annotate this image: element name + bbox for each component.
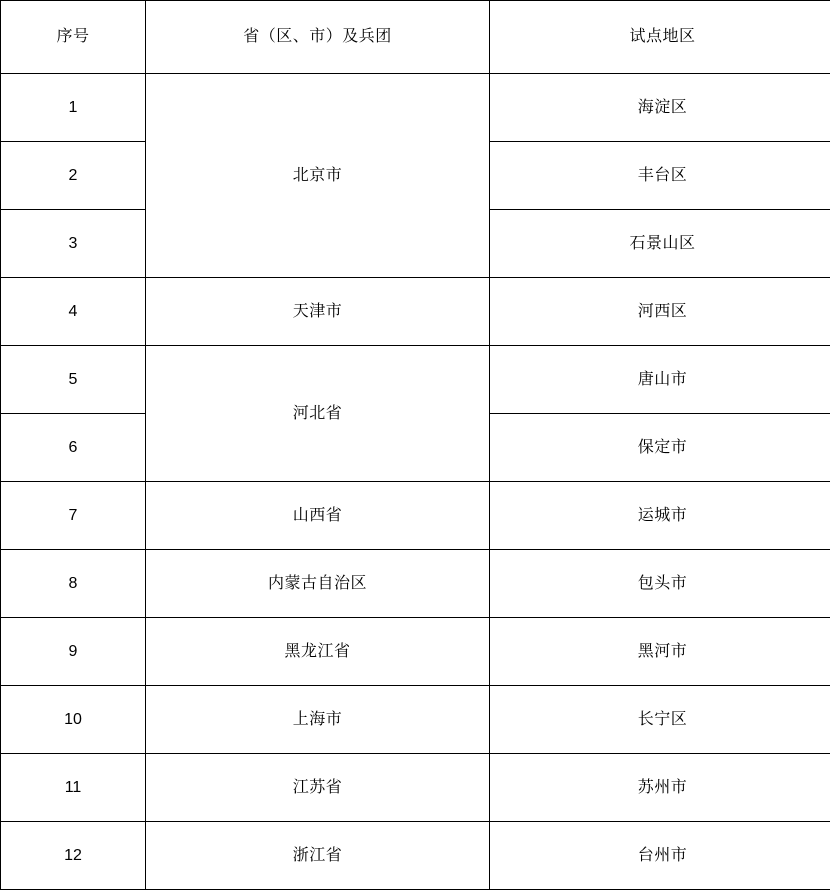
cell-index-label: 8	[1, 574, 145, 593]
cell-province-label: 北京市	[146, 166, 489, 185]
cell-area	[490, 686, 830, 754]
column-header-index	[1, 1, 146, 74]
cell-index-label: 4	[1, 302, 145, 321]
cell-province-label: 上海市	[146, 710, 489, 729]
cell-province	[146, 686, 490, 754]
cell-area-label: 丰台区	[490, 166, 830, 185]
table-row	[1, 754, 830, 822]
column-header-province-label: 省（区、市）及兵团	[146, 27, 489, 46]
table-row	[1, 822, 830, 890]
cell-province	[146, 74, 490, 278]
cell-index	[1, 550, 146, 618]
table-row	[1, 550, 830, 618]
cell-province	[146, 278, 490, 346]
cell-province-label: 黑龙江省	[146, 642, 489, 661]
cell-index-label: 5	[1, 370, 145, 389]
cell-index-label: 12	[1, 846, 145, 865]
table-row	[1, 74, 830, 142]
table-row	[1, 686, 830, 754]
cell-index	[1, 142, 146, 210]
cell-province	[146, 822, 490, 890]
cell-area	[490, 346, 830, 414]
cell-area	[490, 210, 830, 278]
cell-index-label: 9	[1, 642, 145, 661]
table-row	[1, 346, 830, 414]
cell-index-label: 1	[1, 98, 145, 117]
cell-index	[1, 822, 146, 890]
table-row	[1, 278, 830, 346]
cell-index	[1, 618, 146, 686]
cell-index-label: 2	[1, 166, 145, 185]
table-header-row	[1, 1, 830, 74]
cell-index	[1, 346, 146, 414]
cell-area-label: 苏州市	[490, 778, 830, 797]
cell-index-label: 6	[1, 438, 145, 457]
cell-area-label: 保定市	[490, 438, 830, 457]
cell-index	[1, 686, 146, 754]
cell-province	[146, 550, 490, 618]
cell-area-label: 河西区	[490, 302, 830, 321]
cell-area	[490, 482, 830, 550]
cell-index-label: 11	[1, 778, 145, 797]
cell-area	[490, 74, 830, 142]
column-header-index-label: 序号	[1, 27, 145, 46]
cell-province	[146, 346, 490, 482]
cell-province	[146, 618, 490, 686]
cell-area	[490, 414, 830, 482]
cell-index	[1, 210, 146, 278]
cell-province-label: 内蒙古自治区	[146, 574, 489, 593]
cell-area	[490, 550, 830, 618]
cell-index-label: 10	[1, 710, 145, 729]
cell-province-label: 浙江省	[146, 846, 489, 865]
cell-index	[1, 278, 146, 346]
table-row	[1, 482, 830, 550]
cell-area-label: 唐山市	[490, 370, 830, 389]
cell-province	[146, 482, 490, 550]
table-row	[1, 618, 830, 686]
cell-area	[490, 278, 830, 346]
cell-index-label: 3	[1, 234, 145, 253]
column-header-area-label: 试点地区	[490, 27, 830, 46]
cell-province-label: 山西省	[146, 506, 489, 525]
cell-province	[146, 754, 490, 822]
cell-area	[490, 618, 830, 686]
cell-area-label: 长宁区	[490, 710, 830, 729]
cell-area-label: 包头市	[490, 574, 830, 593]
cell-area-label: 石景山区	[490, 234, 830, 253]
cell-area	[490, 822, 830, 890]
table-body	[1, 1, 830, 890]
cell-area-label: 运城市	[490, 506, 830, 525]
cell-area-label: 台州市	[490, 846, 830, 865]
column-header-area	[490, 1, 830, 74]
cell-area-label: 海淀区	[490, 98, 830, 117]
column-header-province	[146, 1, 490, 74]
cell-index-label: 7	[1, 506, 145, 525]
cell-area	[490, 754, 830, 822]
cell-index	[1, 754, 146, 822]
cell-province-label: 天津市	[146, 302, 489, 321]
cell-province-label: 河北省	[146, 404, 489, 423]
cell-area	[490, 142, 830, 210]
cell-area-label: 黑河市	[490, 642, 830, 661]
cell-index	[1, 482, 146, 550]
cell-index	[1, 414, 146, 482]
cell-province-label: 江苏省	[146, 778, 489, 797]
cell-index	[1, 74, 146, 142]
